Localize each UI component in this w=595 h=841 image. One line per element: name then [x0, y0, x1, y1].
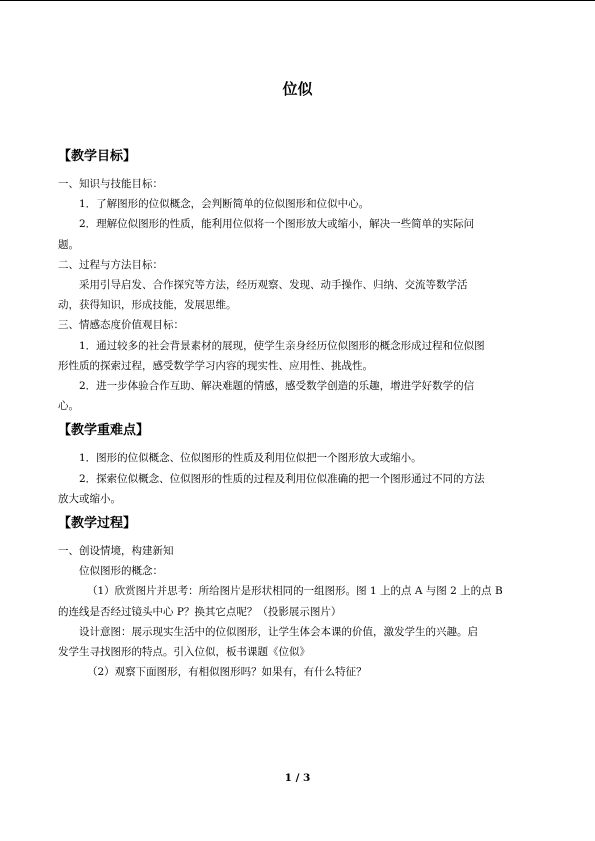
paragraph: 发学生寻找图形的特点。引入位似，板书课题《位似》: [58, 646, 310, 659]
paragraph: 2．探索位似概念、位似图形的性质的过程及利用位似准确的把一个图形通过不同的方法: [79, 472, 485, 485]
paragraph: （2）观察下面图形，有相似图形吗？如果有，有什么特征？: [87, 666, 367, 679]
section-heading-key-points: 【教学重难点】: [58, 423, 150, 439]
paragraph: 题。: [58, 238, 79, 251]
paragraph: 1．图形的位似概念、位似图形的性质及利用位似把一个图形放大或缩小。: [79, 452, 422, 465]
paragraph: 心。: [58, 400, 79, 413]
page-title: 位似: [282, 80, 313, 98]
paragraph: 二、过程与方法目标：: [58, 258, 163, 271]
paragraph: 采用引导启发、合作探究等方法，经历观察、发现、动手操作、归纳、交流等数学活: [79, 279, 468, 292]
paragraph: 位似图形的概念：: [79, 565, 163, 578]
paragraph: 一、知识与技能目标：: [58, 178, 163, 190]
paragraph: 三、情感态度价值观目标：: [58, 319, 184, 332]
paragraph: 的连线是否经过镜头中心 P？换其它点呢？（投影展示图片）: [58, 605, 342, 618]
section-heading-process: 【教学过程】: [58, 516, 137, 532]
paragraph: 2．进一步体验合作互助、解决难题的情感，感受数学创造的乐趣，增进学好数学的信: [79, 380, 475, 393]
paragraph: （1）欣赏图片并思考：所给图片是形状相同的一组图形。图 1 上的点 A 与图 2 上的点 B: [87, 585, 503, 598]
top-rule: [0, 0, 595, 1]
paragraph: 1．通过较多的社会背景素材的展现，使学生亲身经历位似图形的概念形成过程和位似图: [79, 339, 485, 352]
paragraph: 放大或缩小。: [58, 492, 121, 505]
paragraph: 一、创设情境，构建新知: [58, 545, 174, 558]
page-number: 1 / 3: [284, 772, 311, 784]
section-heading-goals: 【教学目标】: [58, 149, 137, 164]
paragraph: 设计意图：展示现实生活中的位似图形，让学生体会本课的价值，激发学生的兴趣。启: [79, 625, 478, 638]
paragraph: 动，获得知识，形成技能，发展思维。: [58, 299, 237, 312]
paragraph: 2．理解位似图形的性质，能利用位似将一个图形放大或缩小，解决一些简单的实际问: [79, 218, 475, 231]
paragraph: 1．了解图形的位似概念，会判断简单的位似图形和位似中心。: [79, 198, 370, 211]
document-body: [58, 146, 540, 682]
paragraph: 形性质的探索过程，感受数学学习内容的现实性、应用性、挑战性。: [58, 359, 373, 372]
